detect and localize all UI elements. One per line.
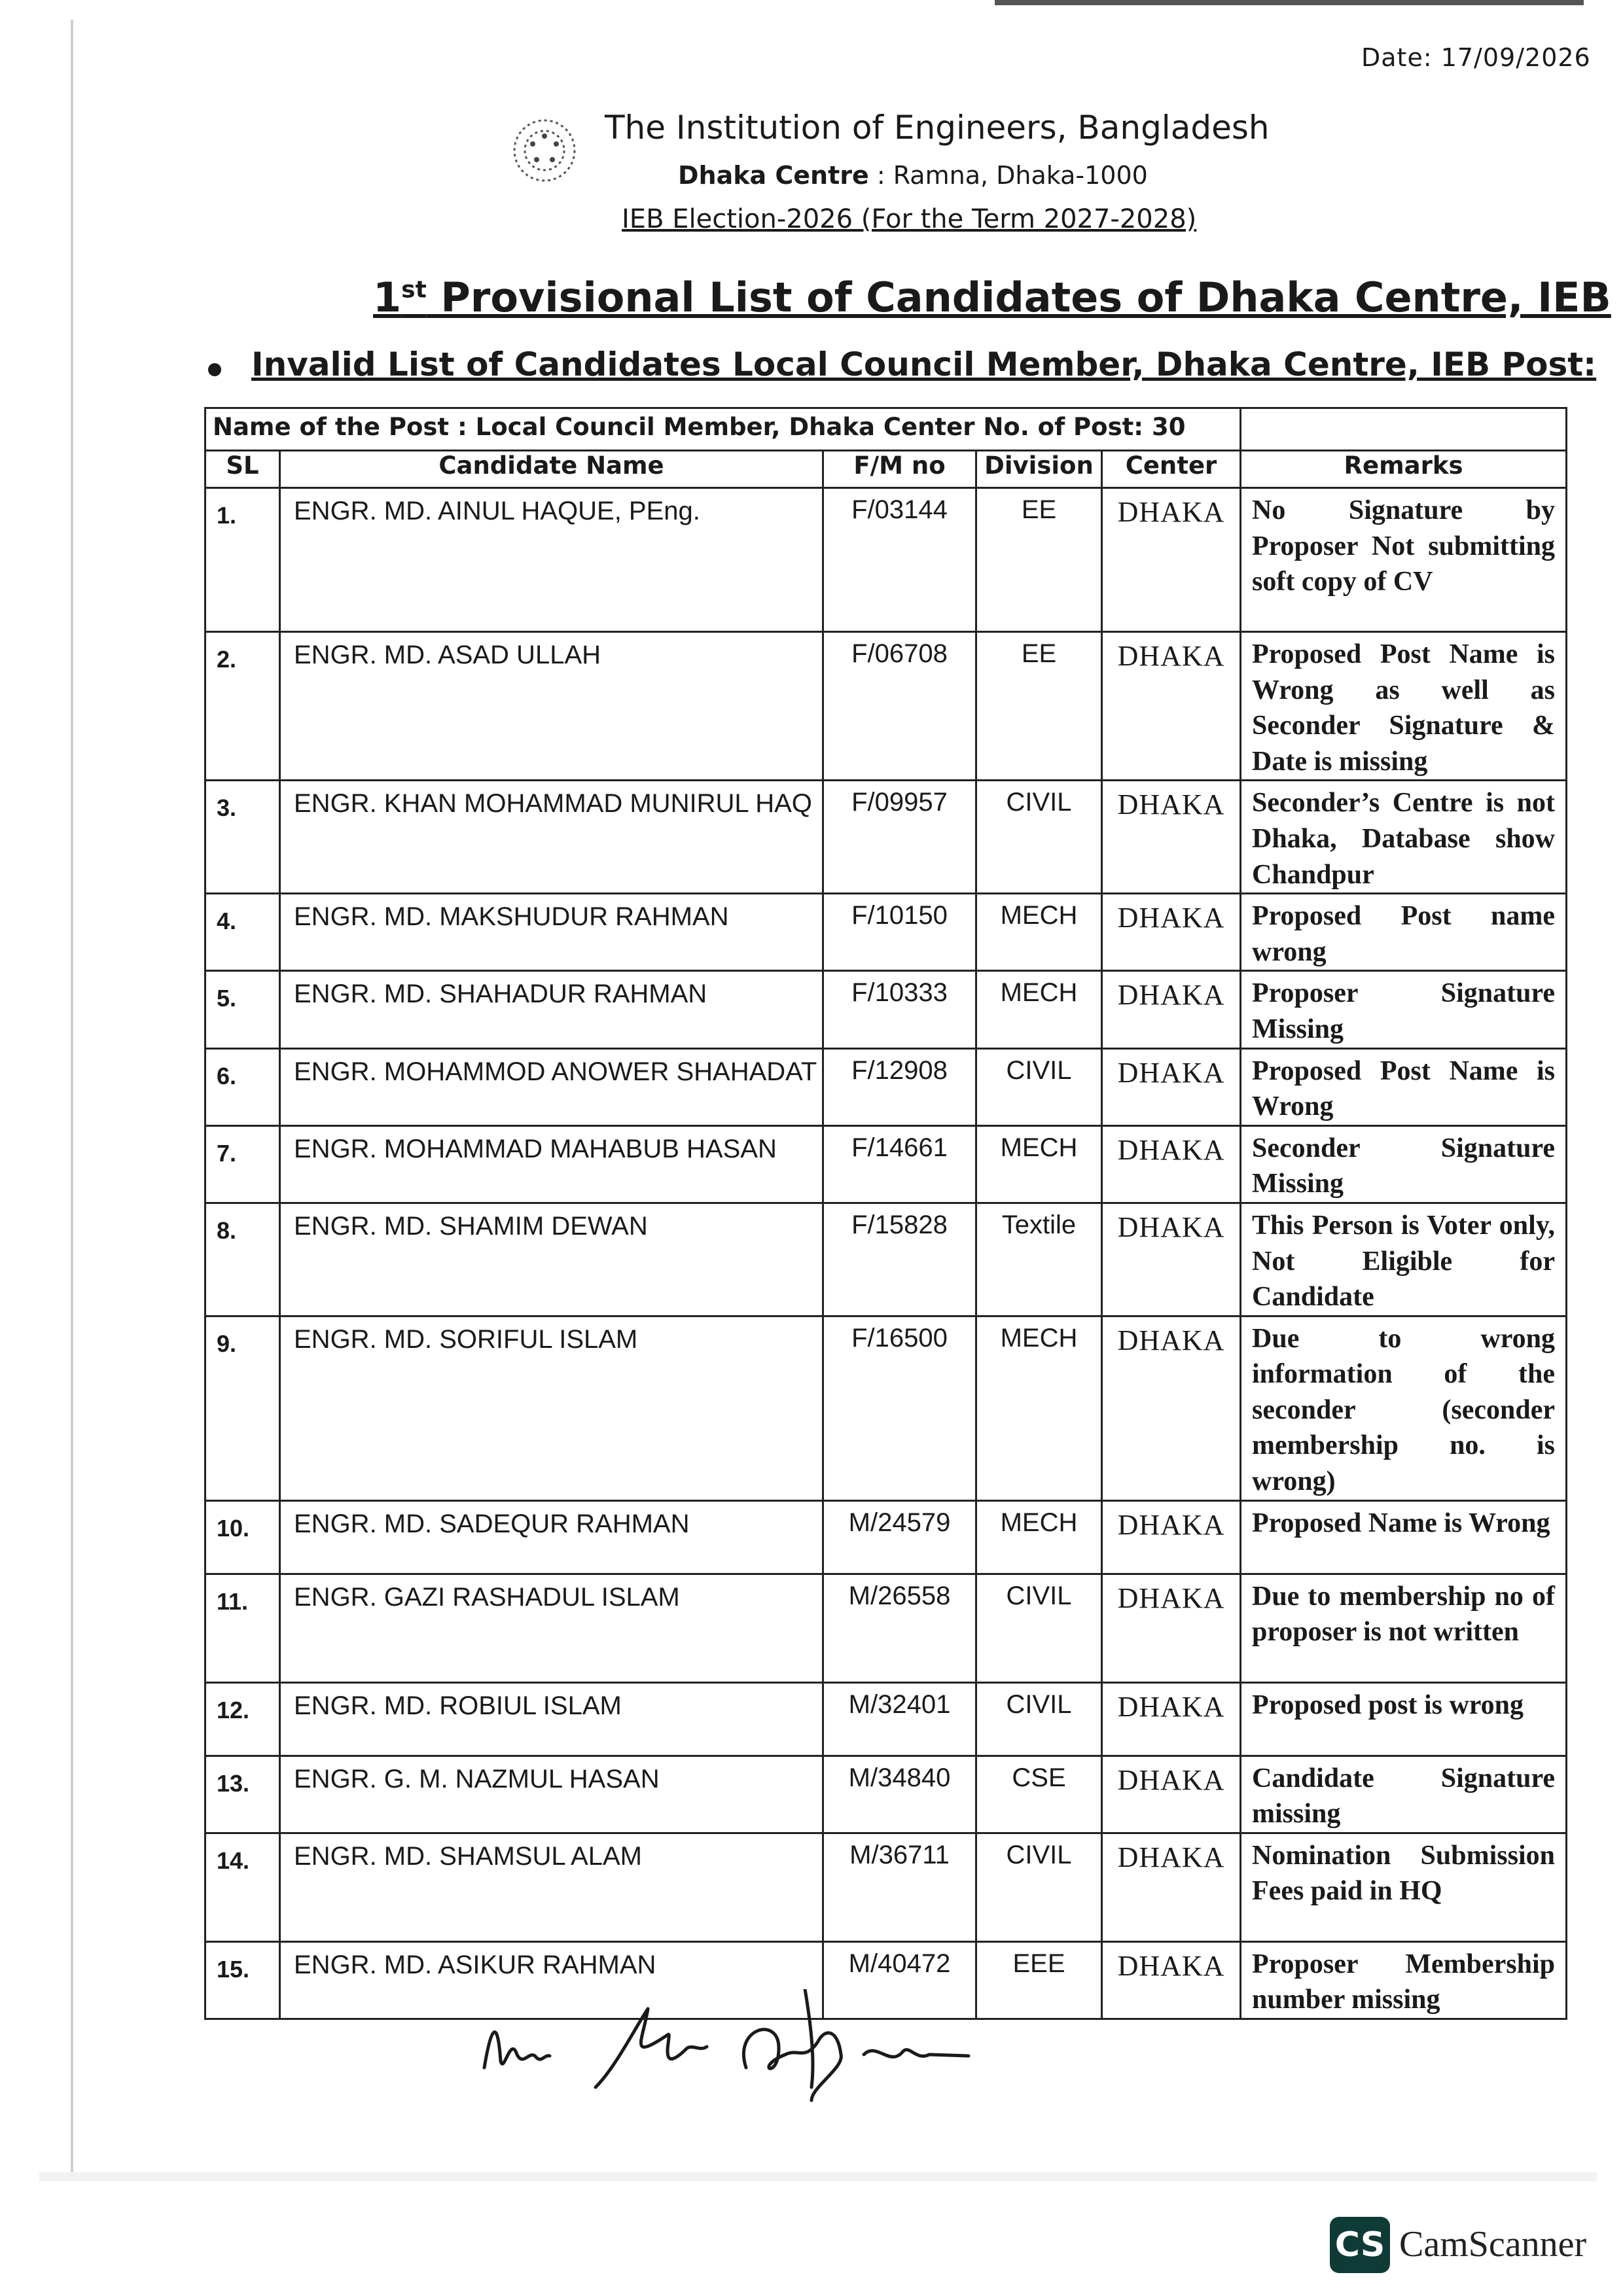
row-remarks: This Person is Voter only, Not Eligible for Candidate xyxy=(1241,1203,1567,1316)
centre-name: Dhaka Centre xyxy=(678,161,869,190)
row-fm-no: M/32401 xyxy=(823,1682,976,1756)
row-fm-no: F/03144 xyxy=(823,488,976,632)
row-remarks: Proposer Membership number missing xyxy=(1241,1941,1567,2019)
centre-location: : Ramna, Dhaka-1000 xyxy=(868,161,1148,190)
centre-address xyxy=(678,161,1148,190)
row-division: MECH xyxy=(976,1316,1102,1500)
row-sl: 8. xyxy=(205,1203,280,1316)
row-candidate-name: ENGR. MD. ASIKUR RAHMAN xyxy=(280,1941,823,2019)
post-info-blank xyxy=(1241,408,1567,451)
row-candidate-name: ENGR. KHAN MOHAMMAD MUNIRUL HAQ xyxy=(280,781,823,894)
row-fm-no: F/16500 xyxy=(823,1316,976,1500)
row-sl: 11. xyxy=(205,1574,280,1682)
row-division: CIVIL xyxy=(976,1048,1102,1125)
row-candidate-name: ENGR. MOHAMMOD ANOWER SHAHADAT xyxy=(280,1048,823,1125)
table-row xyxy=(205,1833,1567,1941)
header-center: Center xyxy=(1102,451,1241,488)
row-sl: 12. xyxy=(205,1682,280,1756)
row-sl: 2. xyxy=(205,632,280,781)
table-row xyxy=(205,1125,1567,1203)
row-candidate-name: ENGR. MOHAMMAD MAHABUB HASAN xyxy=(280,1125,823,1203)
header-remarks: Remarks xyxy=(1241,451,1567,488)
signatures xyxy=(471,1989,1034,2107)
row-candidate-name: ENGR. MD. MAKSHUDUR RAHMAN xyxy=(280,894,823,971)
row-sl: 15. xyxy=(205,1941,280,2019)
row-fm-no: F/10333 xyxy=(823,971,976,1048)
row-center: DHAKA xyxy=(1102,1833,1241,1941)
row-fm-no: M/24579 xyxy=(823,1500,976,1574)
row-candidate-name: ENGR. MD. AINUL HAQUE, PEng. xyxy=(280,488,823,632)
row-candidate-name: ENGR. MD. SHAMSUL ALAM xyxy=(280,1833,823,1941)
table-row xyxy=(205,1203,1567,1316)
header-fm-no: F/M no xyxy=(823,451,976,488)
row-remarks: Proposed post is wrong xyxy=(1241,1682,1567,1756)
document-date: Date: 17/09/2026 xyxy=(1361,43,1591,72)
row-candidate-name: ENGR. MD. SHAHADUR RAHMAN xyxy=(280,971,823,1048)
row-remarks: Proposer Signature Missing xyxy=(1241,971,1567,1048)
row-division: MECH xyxy=(976,971,1102,1048)
row-division: CIVIL xyxy=(976,1574,1102,1682)
table-row xyxy=(205,1500,1567,1574)
row-candidate-name: ENGR. MD. ASAD ULLAH xyxy=(280,632,823,781)
row-center: DHAKA xyxy=(1102,1941,1241,2019)
table-row xyxy=(205,1048,1567,1125)
row-sl: 6. xyxy=(205,1048,280,1125)
row-fm-no: F/06708 xyxy=(823,632,976,781)
row-center: DHAKA xyxy=(1102,1316,1241,1500)
row-remarks: Seconder’s Centre is not Dhaka, Database show Chandpur xyxy=(1241,781,1567,894)
row-sl: 9. xyxy=(205,1316,280,1500)
row-center: DHAKA xyxy=(1102,781,1241,894)
title-ordinal: 1 xyxy=(373,274,402,321)
row-division: CIVIL xyxy=(976,1833,1102,1941)
row-candidate-name: ENGR. MD. ROBIUL ISLAM xyxy=(280,1682,823,1756)
signature-4 xyxy=(864,2050,969,2057)
post-info: Name of the Post : Local Council Member, Dhaka Center No. of Post: 30 xyxy=(205,408,1241,451)
row-fm-no: M/36711 xyxy=(823,1833,976,1941)
row-candidate-name: ENGR. MD. SHAMIM DEWAN xyxy=(280,1203,823,1316)
row-fm-no: F/15828 xyxy=(823,1203,976,1316)
election-term: IEB Election-2026 (For the Term 2027-2028) xyxy=(622,204,1197,234)
row-center: DHAKA xyxy=(1102,971,1241,1048)
row-remarks: No Signature by Proposer Not submitting soft copy of CV xyxy=(1241,488,1567,632)
scan-edge-top xyxy=(995,0,1584,5)
row-candidate-name: ENGR. GAZI RASHADUL ISLAM xyxy=(280,1574,823,1682)
row-sl: 4. xyxy=(205,894,280,971)
signature-1 xyxy=(484,2032,550,2068)
table-row xyxy=(205,632,1567,781)
row-candidate-name: ENGR. G. M. NAZMUL HASAN xyxy=(280,1756,823,1833)
row-sl: 3. xyxy=(205,781,280,894)
table-row xyxy=(205,1574,1567,1682)
row-division: MECH xyxy=(976,1500,1102,1574)
row-remarks: Nomination Submission Fees paid in HQ xyxy=(1241,1833,1567,1941)
ieb-logo-icon xyxy=(504,110,596,188)
row-remarks: Due to wrong information of the seconder (seconder membership no. is wrong) xyxy=(1241,1316,1567,1500)
row-center: DHAKA xyxy=(1102,1682,1241,1756)
bullet-icon xyxy=(208,363,221,376)
row-candidate-name: ENGR. MD. SADEQUR RAHMAN xyxy=(280,1500,823,1574)
table-row xyxy=(205,1316,1567,1500)
table-header-row xyxy=(205,451,1567,488)
header-candidate-name: Candidate Name xyxy=(280,451,823,488)
row-division: EE xyxy=(976,632,1102,781)
table-row xyxy=(205,971,1567,1048)
scan-edge-left xyxy=(71,20,73,2179)
row-fm-no: F/10150 xyxy=(823,894,976,971)
row-center: DHAKA xyxy=(1102,632,1241,781)
row-remarks: Seconder Signature Missing xyxy=(1241,1125,1567,1203)
row-center: DHAKA xyxy=(1102,488,1241,632)
row-sl: 7. xyxy=(205,1125,280,1203)
row-center: DHAKA xyxy=(1102,1574,1241,1682)
row-division: Textile xyxy=(976,1203,1102,1316)
candidates-table xyxy=(204,407,1567,2020)
row-division: CSE xyxy=(976,1756,1102,1833)
row-remarks: Proposed Post Name is Wrong xyxy=(1241,1048,1567,1125)
row-candidate-name: ENGR. MD. SORIFUL ISLAM xyxy=(280,1316,823,1500)
row-center: DHAKA xyxy=(1102,1756,1241,1833)
row-division: EEE xyxy=(976,1941,1102,2019)
row-fm-no: M/26558 xyxy=(823,1574,976,1682)
row-center: DHAKA xyxy=(1102,1500,1241,1574)
row-remarks: Proposed Name is Wrong xyxy=(1241,1500,1567,1574)
table-row xyxy=(205,1756,1567,1833)
row-division: EE xyxy=(976,488,1102,632)
signature-3-stroke xyxy=(805,1989,813,2087)
row-center: DHAKA xyxy=(1102,894,1241,971)
row-sl: 1. xyxy=(205,488,280,632)
header-division: Division xyxy=(976,451,1102,488)
row-division: MECH xyxy=(976,894,1102,971)
table-row xyxy=(205,781,1567,894)
row-fm-no: F/12908 xyxy=(823,1048,976,1125)
row-center: DHAKA xyxy=(1102,1125,1241,1203)
row-sl: 10. xyxy=(205,1500,280,1574)
row-division: MECH xyxy=(976,1125,1102,1203)
title-text: Provisional List of Candidates of Dhaka Centre, IEB xyxy=(426,274,1611,321)
signature-2 xyxy=(596,2009,707,2087)
row-sl: 14. xyxy=(205,1833,280,1941)
title-ordinal-suffix: st xyxy=(401,276,427,304)
camscanner-logo-icon: CS xyxy=(1330,2217,1390,2273)
scan-edge-bottom xyxy=(39,2172,1597,2181)
row-remarks: Proposed Post Name is Wrong as well as Seconder Signature & Date is missing xyxy=(1241,632,1567,781)
page-title xyxy=(373,274,1611,321)
signature-3 xyxy=(743,2030,841,2100)
row-center: DHAKA xyxy=(1102,1203,1241,1316)
row-division: CIVIL xyxy=(976,1682,1102,1756)
table-row xyxy=(205,488,1567,632)
row-fm-no: M/34840 xyxy=(823,1756,976,1833)
row-fm-no: F/09957 xyxy=(823,781,976,894)
row-remarks: Candidate Signature missing xyxy=(1241,1756,1567,1833)
row-fm-no: M/40472 xyxy=(823,1941,976,2019)
post-info-row xyxy=(205,408,1567,451)
header-sl: SL xyxy=(205,451,280,488)
row-remarks: Proposed Post name wrong xyxy=(1241,894,1567,971)
row-remarks: Due to membership no of proposer is not written xyxy=(1241,1574,1567,1682)
row-sl: 5. xyxy=(205,971,280,1048)
organization-name: The Institution of Engineers, Bangladesh xyxy=(605,109,1270,147)
row-division: CIVIL xyxy=(976,781,1102,894)
table-row xyxy=(205,1682,1567,1756)
section-title: Invalid List of Candidates Local Council Member, Dhaka Centre, IEB Post: xyxy=(251,345,1597,383)
row-fm-no: F/14661 xyxy=(823,1125,976,1203)
camscanner-watermark: CamScanner xyxy=(1399,2224,1587,2265)
table-row xyxy=(205,894,1567,971)
row-center: DHAKA xyxy=(1102,1048,1241,1125)
row-sl: 13. xyxy=(205,1756,280,1833)
